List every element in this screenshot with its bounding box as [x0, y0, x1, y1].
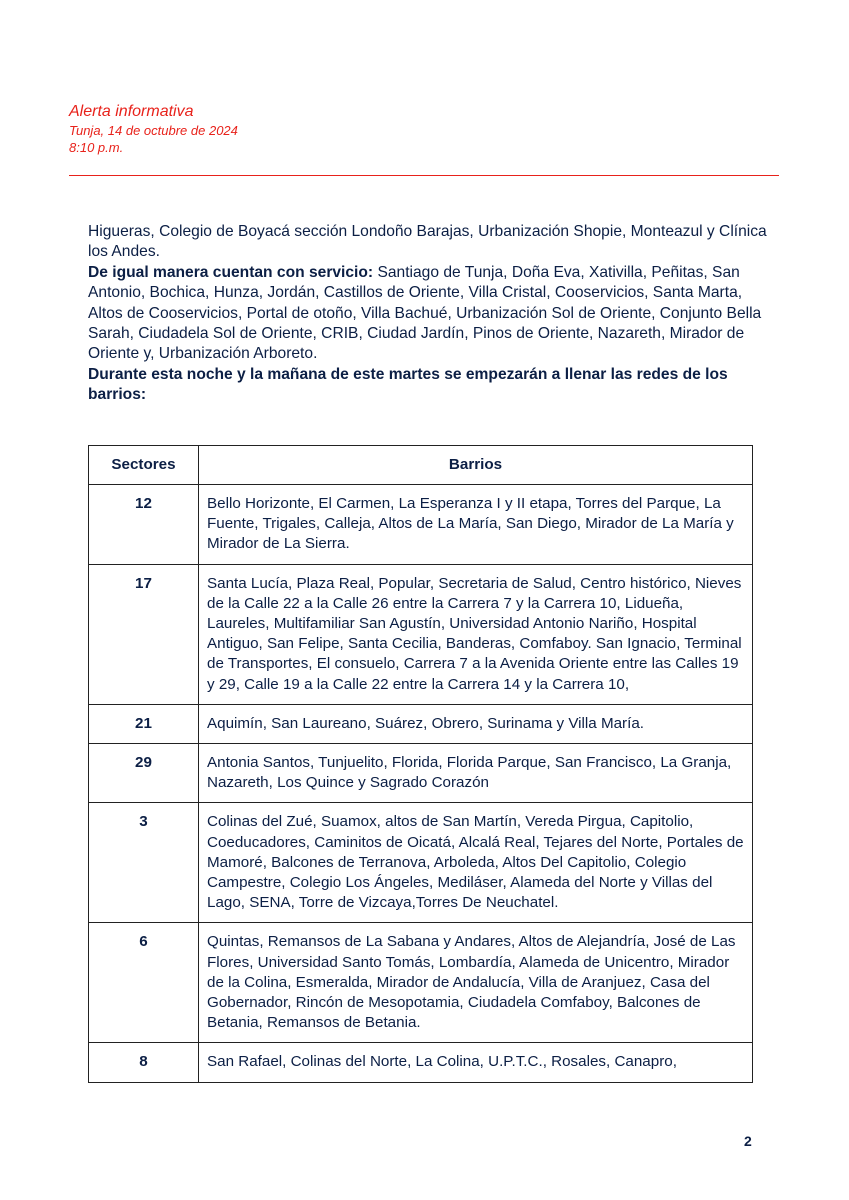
- barrios-cell: Aquimín, San Laureano, Suárez, Obrero, Surinama y Villa María.: [199, 704, 753, 743]
- service-lead: De igual manera cuentan con servicio:: [88, 263, 374, 281]
- barrios-cell: Antonia Santos, Tunjuelito, Florida, Florida Parque, San Francisco, La Granja, Nazareth, Los Quince y Sagrado Corazón: [199, 744, 753, 803]
- service-list: Santiago de Tunja, Doña Eva, Xativilla, Peñitas, San Antonio, Bochica, Hunza, Jordán, Castillos de Oriente, Villa Cristal, Cooservicios, Santa Marta, Altos de Cooservicios, Portal de otoño, Villa Bachué, Urbanización Sol de Oriente, Conjunto Bella Sarah, Ciudadela Sol de Oriente, CRIB, Ciudad Jardín, Pinos de Oriente, Nazareth, Mirador de Oriente y, Urbanización Arboreto.: [88, 263, 762, 363]
- barrios-cell: Colinas del Zué, Suamox, altos de San Martín, Vereda Pirgua, Capitolio, Coeducadores, Caminitos de Oicatá, Alcalá Real, Tejares del Norte, Portales de Mamoré, Balcones de Terranova, Arboleda, Altos Del Capitolio, Colegio Campestre, Colegio Los Ángeles, Mediláser, Alameda del Norte y Villas del Lago, SENA, Torre de Vizcaya,Torres De Neuchatel.: [199, 803, 753, 923]
- table-row: [89, 923, 753, 1043]
- sector-cell: 6: [89, 923, 199, 1043]
- barrios-cell: Santa Lucía, Plaza Real, Popular, Secretaria de Salud, Centro histórico, Nieves de la Calle 22 a la Calle 26 entre la Carrera 7 y la Carrera 10, Lidueña, Laureles, Multifamiliar San Agustín, Universidad Antonio Nariño, Hospital Antiguo, San Felipe, Santa Cecilia, Banderas, Comfaboy. San Ignacio, Terminal de Transportes, El consuelo, Carrera 7 a la Avenida Oriente entre las Calles 19 y 29, Calle 19 a la Calle 22 entre la Carrera 14 y la Carrera 10,: [199, 564, 753, 704]
- table-row: [89, 1043, 753, 1082]
- page-number: 2: [744, 1133, 752, 1149]
- table-row: [89, 704, 753, 743]
- alert-date: Tunja, 14 de octubre de 2024: [69, 123, 238, 138]
- alert-time: 8:10 p.m.: [69, 140, 124, 155]
- table-row: [89, 803, 753, 923]
- continuation-paragraph: Higueras, Colegio de Boyacá sección Londoño Barajas, Urbanización Shopie, Monteazul y Clínica los Andes.: [88, 223, 767, 261]
- sectors-table: [88, 445, 753, 1083]
- barrios-cell: San Rafael, Colinas del Norte, La Colina, U.P.T.C., Rosales, Canapro,: [199, 1043, 753, 1082]
- service-paragraph: [88, 263, 768, 365]
- table-row: [89, 564, 753, 704]
- table-header-row: [89, 446, 753, 485]
- filling-notice: Durante esta noche y la mañana de este martes se empezarán a llenar las redes de los barrios:: [88, 365, 728, 404]
- barrios-column-header: Barrios: [199, 446, 753, 485]
- barrios-cell: Quintas, Remansos de La Sabana y Andares, Altos de Alejandría, José de Las Flores, Universidad Santo Tomás, Lombardía, Alameda de Unicentro, Mirador de la Colina, Esmeralda, Mirador de Andalucía, Villa de Aranjuez, Casa del Gobernador, Rincón de Mesopotamia, Ciudadela Comfaboy, Balcones de Betania, Remansos de Betania.: [199, 923, 753, 1043]
- sector-cell: 17: [89, 564, 199, 704]
- sector-cell: 21: [89, 704, 199, 743]
- sector-column-header: Sectores: [89, 446, 199, 485]
- table-row: [89, 485, 753, 565]
- intro-text: [88, 222, 768, 406]
- barrios-cell: Bello Horizonte, El Carmen, La Esperanza I y II etapa, Torres del Parque, La Fuente, Trigales, Calleja, Altos de La María, San Diego, Mirador de La María y Mirador de La Sierra.: [199, 485, 753, 565]
- alert-title: Alerta informativa: [69, 103, 194, 120]
- header-divider: [69, 175, 779, 176]
- sector-cell: 8: [89, 1043, 199, 1082]
- sector-cell: 12: [89, 485, 199, 565]
- table-row: [89, 744, 753, 803]
- document-header: [69, 102, 238, 156]
- sector-cell: 3: [89, 803, 199, 923]
- sector-cell: 29: [89, 744, 199, 803]
